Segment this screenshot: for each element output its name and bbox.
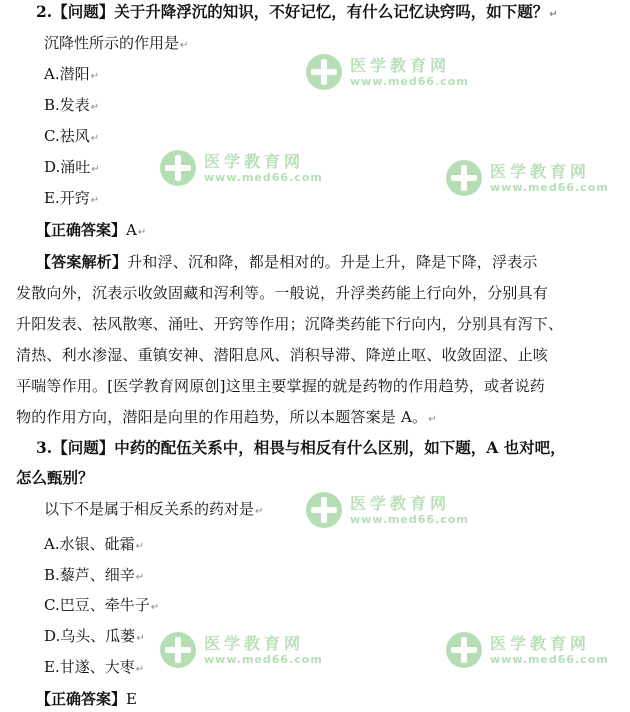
q2-analysis-line-5 <box>16 377 545 395</box>
watermark-url: www.med66.com <box>350 513 469 526</box>
paragraph-mark: ↵ <box>135 541 144 552</box>
watermark-name: 医学教育网 <box>490 634 591 653</box>
analysis-text: 平喘等作用。[医学教育网原创]这里主要掌握的就是药物的作用趋势，或者说药 <box>16 377 545 395</box>
watermark-url: www.med66.com <box>490 181 609 194</box>
option-text: B.藜芦、细辛 <box>44 566 135 584</box>
q2-analysis-line-3 <box>16 315 563 333</box>
analysis-text: 升阳发表、祛风散寒、涌吐、开窍等作用；沉降类药能下行向内，分别具有泻下、 <box>16 315 564 333</box>
analysis-text: 清热、利水渗湿、重镇安神、潜阳息风、消积导滞、降逆止呕、收敛固涩、止咳 <box>16 346 549 364</box>
medical-cross-logo-icon <box>446 160 482 196</box>
watermark-name: 医学教育网 <box>490 162 591 181</box>
q3-option-c <box>44 596 159 617</box>
q3-number: 3. <box>36 438 53 457</box>
q2-option-c <box>44 127 99 148</box>
analysis-text: 物的作用方向，潜阳是向里的作用趋势，所以本题答案是 A。 <box>16 408 428 426</box>
paragraph-mark: ↵ <box>90 133 100 144</box>
watermark-url: www.med66.com <box>204 653 323 666</box>
q3-title-1: 中药的配伍关系中，相畏与相反有什么区别，如下题，A 也对吧， <box>114 438 566 457</box>
watermark <box>160 148 330 192</box>
q2-analysis-line-1 <box>36 253 538 271</box>
q2-tag: 【问题】 <box>52 2 115 21</box>
q3-tag: 【问题】 <box>52 438 115 457</box>
q2-analysis-line-2 <box>16 284 548 302</box>
paragraph-mark: ↵ <box>428 414 437 425</box>
q2-heading <box>36 3 558 24</box>
q3-stem-text: 以下不是属于相反关系的药对是 <box>44 500 255 518</box>
q3-option-b <box>44 566 144 587</box>
q2-option-e <box>44 189 99 210</box>
q3-option-a <box>44 535 144 556</box>
option-text: A.水银、砒霜 <box>44 535 135 553</box>
paragraph-mark: ↵ <box>137 227 147 238</box>
q2-option-a <box>44 65 99 86</box>
q2-analysis-line-6 <box>16 408 437 429</box>
q3-stem <box>44 500 263 521</box>
q2-answer <box>36 221 146 242</box>
paragraph-mark: ↵ <box>255 506 264 517</box>
q3-title-2: 怎么甄别？ <box>16 468 94 487</box>
watermark-url: www.med66.com <box>204 171 323 184</box>
watermark <box>306 52 476 96</box>
q2-number: 2. <box>36 2 53 21</box>
analysis-label: 【答案解析】 <box>36 253 128 271</box>
watermark-name: 医学教育网 <box>204 152 305 171</box>
paragraph-mark: ↵ <box>90 102 100 113</box>
paragraph-mark: ↵ <box>135 572 145 583</box>
watermark-name: 医学教育网 <box>350 56 451 75</box>
q2-title: 关于升降浮沉的知识，不好记忆，有什么记忆诀窍吗，如下题？ <box>114 2 549 21</box>
medical-cross-logo-icon <box>306 492 342 528</box>
q3-option-d <box>44 627 145 648</box>
watermark <box>160 630 330 674</box>
q2-option-b <box>44 96 99 117</box>
watermark-name: 医学教育网 <box>350 494 451 513</box>
watermark <box>306 490 476 534</box>
analysis-text: 升和浮、沉和降，都是相对的。升是上升，降是下降，浮表示 <box>127 253 538 271</box>
paragraph-mark: ↵ <box>135 664 145 675</box>
answer-label: 【正确答案】 <box>36 221 127 239</box>
option-text: B.发表 <box>44 96 90 114</box>
q2-option-d <box>44 158 100 179</box>
paragraph-mark: ↵ <box>90 195 100 206</box>
q2-stem-text: 沉降性所示的作用是 <box>44 34 180 52</box>
watermark-url: www.med66.com <box>350 75 469 88</box>
q3-option-e <box>44 658 144 679</box>
answer-value: A <box>126 221 137 239</box>
option-text: D.涌吐 <box>44 158 91 176</box>
option-text: A.潜阳 <box>44 65 90 83</box>
option-text: E.开窍 <box>44 189 90 207</box>
medical-cross-logo-icon <box>446 632 482 668</box>
q3-heading-line-2 <box>16 469 94 487</box>
option-text: E.甘遂、大枣 <box>44 658 135 676</box>
watermark <box>446 630 616 674</box>
answer-value: E <box>126 690 137 708</box>
paragraph-mark: ↵ <box>91 164 100 175</box>
medical-cross-logo-icon <box>306 54 342 90</box>
medical-cross-logo-icon <box>160 150 196 186</box>
medical-cross-logo-icon <box>160 632 196 668</box>
analysis-text: 发散向外，沉表示收敛固藏和泻利等。一般说，升浮类药能上行向外，分别具有 <box>16 284 549 302</box>
option-text: D.乌头、瓜蒌 <box>44 627 136 645</box>
watermark-url: www.med66.com <box>490 653 609 666</box>
q3-answer <box>36 690 137 708</box>
paragraph-mark: ↵ <box>150 602 160 613</box>
paragraph-mark: ↵ <box>180 40 189 51</box>
q2-stem <box>44 34 188 55</box>
watermark-name: 医学教育网 <box>204 634 305 653</box>
paragraph-mark: ↵ <box>549 9 558 20</box>
option-text: C.巴豆、牵牛子 <box>44 596 150 614</box>
paragraph-mark: ↵ <box>90 71 99 82</box>
paragraph-mark: ↵ <box>136 633 145 644</box>
answer-label: 【正确答案】 <box>36 690 127 708</box>
q2-analysis-line-4 <box>16 346 548 364</box>
watermark <box>446 158 616 202</box>
option-text: C.祛风 <box>44 127 90 145</box>
q3-heading-line-1 <box>36 439 566 457</box>
